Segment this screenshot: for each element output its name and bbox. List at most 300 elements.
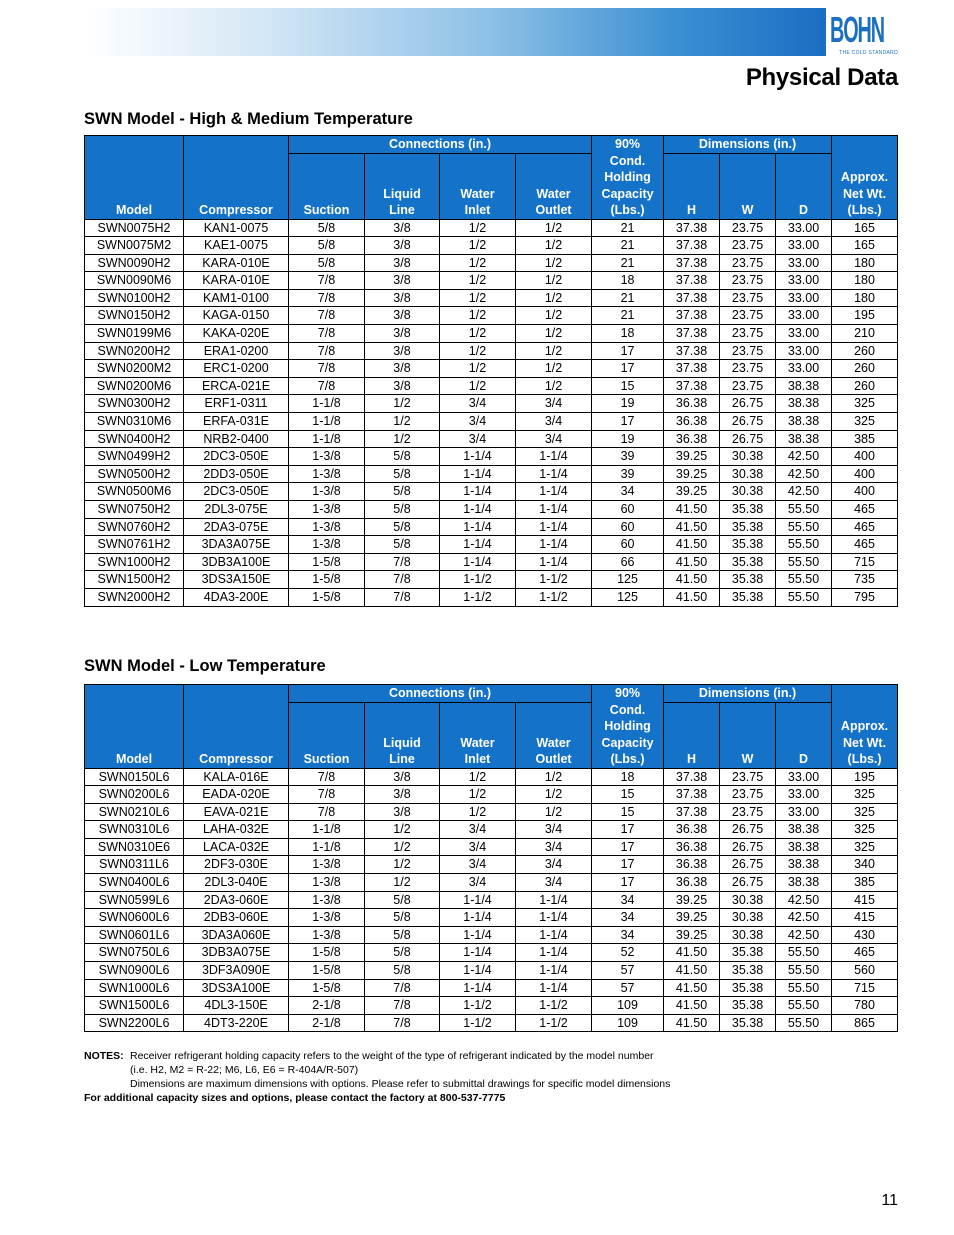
cell-suction: 2-1/8 <box>289 1014 365 1032</box>
cell-capacity: 57 <box>592 962 664 980</box>
cell-dim-d: 55.50 <box>776 979 832 997</box>
cell-water-inlet: 1-1/4 <box>440 979 516 997</box>
cell-model: SWN0761H2 <box>85 536 184 554</box>
cell-dim-d: 55.50 <box>776 944 832 962</box>
cell-net-weight: 465 <box>832 944 898 962</box>
cell-water-inlet: 1-1/4 <box>440 448 516 466</box>
cell-water-outlet: 1/2 <box>516 786 592 804</box>
table-row <box>85 803 898 821</box>
cell-net-weight: 210 <box>832 325 898 343</box>
cell-water-outlet: 1-1/4 <box>516 944 592 962</box>
table-header <box>85 685 898 769</box>
cell-capacity: 60 <box>592 501 664 519</box>
header-w: W <box>720 703 776 769</box>
cell-capacity: 17 <box>592 360 664 378</box>
cell-dim-w: 30.38 <box>720 465 776 483</box>
cell-liquid-line: 5/8 <box>365 944 440 962</box>
cell-water-outlet: 3/4 <box>516 874 592 892</box>
table-row <box>85 891 898 909</box>
cell-suction: 5/8 <box>289 219 365 237</box>
cell-dim-w: 26.75 <box>720 874 776 892</box>
cell-dim-d: 33.00 <box>776 307 832 325</box>
cell-net-weight: 325 <box>832 821 898 839</box>
cell-dim-h: 41.50 <box>664 553 720 571</box>
cell-capacity: 34 <box>592 483 664 501</box>
cell-dim-w: 23.75 <box>720 325 776 343</box>
cell-capacity: 17 <box>592 838 664 856</box>
cell-capacity: 18 <box>592 768 664 786</box>
logo-tagline: THE COLD STANDARD <box>839 50 898 56</box>
cell-dim-d: 33.00 <box>776 786 832 804</box>
cell-dim-w: 26.75 <box>720 856 776 874</box>
cell-water-outlet: 1-1/4 <box>516 962 592 980</box>
table-row <box>85 997 898 1015</box>
cell-suction: 7/8 <box>289 307 365 325</box>
cell-net-weight: 165 <box>832 237 898 255</box>
cell-dim-h: 37.38 <box>664 289 720 307</box>
cell-dim-h: 37.38 <box>664 307 720 325</box>
cell-dim-d: 55.50 <box>776 518 832 536</box>
cell-dim-h: 41.50 <box>664 518 720 536</box>
cell-water-outlet: 1-1/4 <box>516 536 592 554</box>
high-medium-temp-rows <box>85 219 898 606</box>
cell-net-weight: 400 <box>832 483 898 501</box>
cell-compressor: EADA-020E <box>184 786 289 804</box>
cell-dim-d: 55.50 <box>776 588 832 606</box>
cell-liquid-line: 5/8 <box>365 962 440 980</box>
cell-suction: 1-3/8 <box>289 448 365 466</box>
table-row <box>85 588 898 606</box>
cell-compressor: 2DB3-060E <box>184 909 289 927</box>
cell-water-inlet: 1-1/4 <box>440 553 516 571</box>
cell-compressor: 3DA3A060E <box>184 926 289 944</box>
cell-dim-h: 37.38 <box>664 360 720 378</box>
cell-water-outlet: 1/2 <box>516 768 592 786</box>
cell-suction: 1-5/8 <box>289 962 365 980</box>
cell-dim-d: 33.00 <box>776 219 832 237</box>
cell-dim-w: 23.75 <box>720 307 776 325</box>
header-suction: Suction <box>289 703 365 769</box>
table-row <box>85 821 898 839</box>
table-row <box>85 395 898 413</box>
cell-water-outlet: 1/2 <box>516 237 592 255</box>
cell-compressor: NRB2-0400 <box>184 430 289 448</box>
cell-model: SWN0599L6 <box>85 891 184 909</box>
table-row <box>85 536 898 554</box>
cell-dim-d: 55.50 <box>776 553 832 571</box>
cell-liquid-line: 3/8 <box>365 803 440 821</box>
cell-dim-w: 23.75 <box>720 272 776 290</box>
cell-dim-w: 35.38 <box>720 571 776 589</box>
header-dimensions: Dimensions (in.) <box>664 685 832 703</box>
cell-capacity: 15 <box>592 377 664 395</box>
cell-dim-d: 33.00 <box>776 360 832 378</box>
cell-compressor: LAHA-032E <box>184 821 289 839</box>
cell-dim-d: 42.50 <box>776 483 832 501</box>
header-h: H <box>664 154 720 220</box>
cell-compressor: 2DA3-060E <box>184 891 289 909</box>
cell-water-inlet: 1/2 <box>440 272 516 290</box>
cell-suction: 1-5/8 <box>289 588 365 606</box>
cell-compressor: ERCA-021E <box>184 377 289 395</box>
cell-liquid-line: 5/8 <box>365 926 440 944</box>
cell-dim-h: 41.50 <box>664 588 720 606</box>
cell-net-weight: 430 <box>832 926 898 944</box>
cell-water-inlet: 1/2 <box>440 219 516 237</box>
cell-dim-w: 23.75 <box>720 289 776 307</box>
cell-dim-w: 30.38 <box>720 909 776 927</box>
cell-capacity: 60 <box>592 536 664 554</box>
table-row <box>85 856 898 874</box>
cell-liquid-line: 7/8 <box>365 979 440 997</box>
cell-suction: 7/8 <box>289 786 365 804</box>
table-row <box>85 553 898 571</box>
cell-dim-w: 26.75 <box>720 413 776 431</box>
cell-water-inlet: 1-1/4 <box>440 926 516 944</box>
cell-dim-h: 37.38 <box>664 786 720 804</box>
cell-liquid-line: 1/2 <box>365 874 440 892</box>
cell-dim-w: 35.38 <box>720 962 776 980</box>
cell-water-outlet: 1-1/4 <box>516 501 592 519</box>
table-row <box>85 768 898 786</box>
contact-note: For additional capacity sizes and options, please contact the factory at 800-537-7775 <box>84 1092 506 1104</box>
table-row <box>85 360 898 378</box>
cell-suction: 1-3/8 <box>289 465 365 483</box>
cell-dim-h: 37.38 <box>664 237 720 255</box>
cell-dim-h: 37.38 <box>664 325 720 343</box>
cell-dim-d: 55.50 <box>776 1014 832 1032</box>
header-model: Model <box>85 136 184 220</box>
cell-dim-w: 35.38 <box>720 1014 776 1032</box>
cell-liquid-line: 3/8 <box>365 289 440 307</box>
cell-net-weight: 865 <box>832 1014 898 1032</box>
cell-model: SWN0310L6 <box>85 821 184 839</box>
header-water-outlet: Water Outlet <box>516 703 592 769</box>
cell-water-inlet: 1-1/2 <box>440 588 516 606</box>
cell-dim-d: 38.38 <box>776 874 832 892</box>
cell-model: SWN0210L6 <box>85 803 184 821</box>
header-d: D <box>776 703 832 769</box>
cell-liquid-line: 5/8 <box>365 909 440 927</box>
cell-model: SWN0310E6 <box>85 838 184 856</box>
cell-water-outlet: 1/2 <box>516 325 592 343</box>
cell-water-outlet: 1-1/2 <box>516 1014 592 1032</box>
cell-capacity: 34 <box>592 926 664 944</box>
table-row <box>85 342 898 360</box>
cell-net-weight: 415 <box>832 909 898 927</box>
cell-model: SWN0311L6 <box>85 856 184 874</box>
cell-dim-w: 23.75 <box>720 786 776 804</box>
header-h: H <box>664 703 720 769</box>
cell-capacity: 17 <box>592 856 664 874</box>
cell-dim-h: 37.38 <box>664 803 720 821</box>
header-compressor: Compressor <box>184 685 289 769</box>
cell-dim-w: 23.75 <box>720 377 776 395</box>
high-medium-temp-table <box>84 135 898 607</box>
table-row <box>85 307 898 325</box>
cell-dim-w: 23.75 <box>720 254 776 272</box>
cell-net-weight: 465 <box>832 518 898 536</box>
page-title: Physical Data <box>745 64 898 91</box>
cell-capacity: 17 <box>592 821 664 839</box>
table-row <box>85 377 898 395</box>
cell-dim-w: 26.75 <box>720 430 776 448</box>
cell-water-outlet: 3/4 <box>516 838 592 856</box>
cell-water-inlet: 1-1/4 <box>440 501 516 519</box>
cell-suction: 7/8 <box>289 803 365 821</box>
cell-liquid-line: 3/8 <box>365 307 440 325</box>
cell-capacity: 17 <box>592 413 664 431</box>
cell-compressor: KARA-010E <box>184 254 289 272</box>
cell-net-weight: 735 <box>832 571 898 589</box>
table-row <box>85 571 898 589</box>
cell-liquid-line: 7/8 <box>365 997 440 1015</box>
cell-model: SWN0075H2 <box>85 219 184 237</box>
cell-dim-w: 26.75 <box>720 838 776 856</box>
logo-wordmark: BOHN <box>830 9 884 50</box>
header-liquid-line: Liquid Line <box>365 154 440 220</box>
cell-compressor: 4DT3-220E <box>184 1014 289 1032</box>
cell-dim-h: 36.38 <box>664 430 720 448</box>
header-capacity: 90% Cond. Holding Capacity (Lbs.) <box>592 685 664 769</box>
cell-model: SWN0900L6 <box>85 962 184 980</box>
table-row <box>85 448 898 466</box>
cell-water-outlet: 1/2 <box>516 803 592 821</box>
cell-capacity: 21 <box>592 289 664 307</box>
cell-model: SWN0500M6 <box>85 483 184 501</box>
cell-suction: 1-3/8 <box>289 536 365 554</box>
cell-suction: 7/8 <box>289 272 365 290</box>
cell-dim-h: 37.38 <box>664 342 720 360</box>
cell-capacity: 17 <box>592 874 664 892</box>
header-weight: Approx. Net Wt. (Lbs.) <box>832 685 898 769</box>
cell-compressor: KAM1-0100 <box>184 289 289 307</box>
cell-water-outlet: 1-1/4 <box>516 465 592 483</box>
low-temp-rows <box>85 768 898 1032</box>
cell-suction: 1-3/8 <box>289 483 365 501</box>
cell-net-weight: 260 <box>832 342 898 360</box>
cell-water-outlet: 1-1/4 <box>516 926 592 944</box>
cell-dim-h: 36.38 <box>664 874 720 892</box>
cell-liquid-line: 3/8 <box>365 254 440 272</box>
table-row <box>85 237 898 255</box>
cell-water-inlet: 1-1/4 <box>440 909 516 927</box>
cell-capacity: 21 <box>592 219 664 237</box>
cell-dim-d: 33.00 <box>776 342 832 360</box>
cell-suction: 1-3/8 <box>289 501 365 519</box>
cell-water-inlet: 1/2 <box>440 377 516 395</box>
cell-liquid-line: 5/8 <box>365 448 440 466</box>
header-connections: Connections (in.) <box>289 136 592 154</box>
cell-suction: 7/8 <box>289 377 365 395</box>
cell-model: SWN0199M6 <box>85 325 184 343</box>
cell-liquid-line: 5/8 <box>365 501 440 519</box>
cell-water-outlet: 1/2 <box>516 377 592 395</box>
cell-water-inlet: 3/4 <box>440 856 516 874</box>
cell-compressor: KAN1-0075 <box>184 219 289 237</box>
cell-suction: 1-1/8 <box>289 430 365 448</box>
cell-model: SWN1500H2 <box>85 571 184 589</box>
header-compressor: Compressor <box>184 136 289 220</box>
cell-suction: 1-1/8 <box>289 821 365 839</box>
cell-model: SWN0760H2 <box>85 518 184 536</box>
cell-liquid-line: 3/8 <box>365 360 440 378</box>
cell-net-weight: 400 <box>832 465 898 483</box>
cell-compressor: 4DA3-200E <box>184 588 289 606</box>
table-row <box>85 926 898 944</box>
cell-liquid-line: 1/2 <box>365 430 440 448</box>
cell-capacity: 125 <box>592 588 664 606</box>
cell-water-outlet: 1/2 <box>516 272 592 290</box>
cell-water-inlet: 1-1/4 <box>440 944 516 962</box>
cell-water-inlet: 1-1/4 <box>440 518 516 536</box>
header-d: D <box>776 154 832 220</box>
table-row <box>85 219 898 237</box>
cell-water-inlet: 1/2 <box>440 307 516 325</box>
cell-suction: 1-5/8 <box>289 979 365 997</box>
cell-water-inlet: 1-1/2 <box>440 1014 516 1032</box>
cell-net-weight: 465 <box>832 536 898 554</box>
cell-model: SWN1500L6 <box>85 997 184 1015</box>
cell-water-inlet: 1-1/4 <box>440 962 516 980</box>
cell-capacity: 60 <box>592 518 664 536</box>
cell-water-outlet: 1-1/4 <box>516 518 592 536</box>
header-liquid-line: Liquid Line <box>365 703 440 769</box>
cell-water-inlet: 3/4 <box>440 838 516 856</box>
cell-dim-h: 39.25 <box>664 448 720 466</box>
cell-water-outlet: 1/2 <box>516 254 592 272</box>
cell-compressor: 3DS3A100E <box>184 979 289 997</box>
cell-compressor: 2DD3-050E <box>184 465 289 483</box>
low-temp-table <box>84 684 898 1032</box>
table-row <box>85 483 898 501</box>
cell-water-outlet: 1/2 <box>516 219 592 237</box>
header-suction: Suction <box>289 154 365 220</box>
cell-compressor: 3DS3A150E <box>184 571 289 589</box>
cell-liquid-line: 5/8 <box>365 518 440 536</box>
cell-net-weight: 780 <box>832 997 898 1015</box>
cell-suction: 7/8 <box>289 325 365 343</box>
cell-compressor: LACA-032E <box>184 838 289 856</box>
cell-dim-w: 26.75 <box>720 821 776 839</box>
cell-capacity: 19 <box>592 430 664 448</box>
cell-water-inlet: 1/2 <box>440 768 516 786</box>
note-line: Receiver refrigerant holding capacity refers to the weight of the type of refrigerant indicated by the model number <box>130 1050 654 1062</box>
cell-dim-w: 26.75 <box>720 395 776 413</box>
cell-water-inlet: 1-1/4 <box>440 891 516 909</box>
header-water-inlet: Water Inlet <box>440 703 516 769</box>
cell-dim-d: 55.50 <box>776 536 832 554</box>
cell-compressor: KALA-016E <box>184 768 289 786</box>
cell-compressor: 3DF3A090E <box>184 962 289 980</box>
cell-water-inlet: 1/2 <box>440 237 516 255</box>
cell-capacity: 19 <box>592 395 664 413</box>
cell-dim-w: 23.75 <box>720 803 776 821</box>
cell-water-inlet: 3/4 <box>440 821 516 839</box>
table-row <box>85 944 898 962</box>
cell-net-weight: 715 <box>832 553 898 571</box>
cell-dim-d: 42.50 <box>776 465 832 483</box>
cell-compressor: 2DA3-075E <box>184 518 289 536</box>
cell-suction: 7/8 <box>289 360 365 378</box>
cell-capacity: 109 <box>592 1014 664 1032</box>
cell-liquid-line: 1/2 <box>365 395 440 413</box>
cell-dim-d: 55.50 <box>776 501 832 519</box>
cell-water-outlet: 1-1/4 <box>516 483 592 501</box>
cell-dim-d: 42.50 <box>776 891 832 909</box>
cell-water-inlet: 1/2 <box>440 254 516 272</box>
cell-model: SWN0750H2 <box>85 501 184 519</box>
cell-model: SWN0500H2 <box>85 465 184 483</box>
cell-net-weight: 715 <box>832 979 898 997</box>
cell-compressor: 3DB3A100E <box>184 553 289 571</box>
cell-liquid-line: 3/8 <box>365 237 440 255</box>
cell-suction: 1-3/8 <box>289 909 365 927</box>
cell-model: SWN0200M6 <box>85 377 184 395</box>
cell-dim-w: 30.38 <box>720 926 776 944</box>
cell-compressor: KAE1-0075 <box>184 237 289 255</box>
cell-model: SWN0090H2 <box>85 254 184 272</box>
header-dimensions: Dimensions (in.) <box>664 136 832 154</box>
cell-suction: 1-5/8 <box>289 944 365 962</box>
cell-liquid-line: 1/2 <box>365 413 440 431</box>
cell-dim-w: 35.38 <box>720 588 776 606</box>
cell-capacity: 39 <box>592 465 664 483</box>
cell-dim-d: 33.00 <box>776 237 832 255</box>
cell-water-inlet: 1-1/2 <box>440 997 516 1015</box>
cell-water-inlet: 1-1/4 <box>440 536 516 554</box>
cell-net-weight: 180 <box>832 254 898 272</box>
cell-suction: 7/8 <box>289 768 365 786</box>
table-row <box>85 874 898 892</box>
cell-suction: 7/8 <box>289 342 365 360</box>
header-connections: Connections (in.) <box>289 685 592 703</box>
cell-compressor: ERF1-0311 <box>184 395 289 413</box>
cell-liquid-line: 3/8 <box>365 342 440 360</box>
cell-capacity: 18 <box>592 272 664 290</box>
cell-water-inlet: 1-1/4 <box>440 465 516 483</box>
cell-liquid-line: 3/8 <box>365 325 440 343</box>
cell-dim-d: 33.00 <box>776 768 832 786</box>
table-row <box>85 465 898 483</box>
cell-net-weight: 325 <box>832 413 898 431</box>
cell-dim-h: 36.38 <box>664 856 720 874</box>
cell-dim-d: 38.38 <box>776 838 832 856</box>
cell-net-weight: 325 <box>832 395 898 413</box>
cell-model: SWN2200L6 <box>85 1014 184 1032</box>
header-model: Model <box>85 685 184 769</box>
cell-model: SWN0600L6 <box>85 909 184 927</box>
cell-water-outlet: 1-1/4 <box>516 979 592 997</box>
cell-water-outlet: 1-1/4 <box>516 909 592 927</box>
section-title-high-medium: SWN Model - High & Medium Temperature <box>84 110 413 128</box>
cell-net-weight: 195 <box>832 768 898 786</box>
cell-water-outlet: 1-1/4 <box>516 448 592 466</box>
cell-water-outlet: 1/2 <box>516 342 592 360</box>
cell-dim-d: 42.50 <box>776 448 832 466</box>
table-row <box>85 962 898 980</box>
cell-suction: 7/8 <box>289 289 365 307</box>
table-row <box>85 786 898 804</box>
cell-compressor: 3DA3A075E <box>184 536 289 554</box>
cell-compressor: KAGA-0150 <box>184 307 289 325</box>
cell-model: SWN0200M2 <box>85 360 184 378</box>
cell-model: SWN0310M6 <box>85 413 184 431</box>
cell-net-weight: 180 <box>832 272 898 290</box>
cell-dim-w: 35.38 <box>720 997 776 1015</box>
cell-liquid-line: 5/8 <box>365 465 440 483</box>
cell-suction: 5/8 <box>289 254 365 272</box>
